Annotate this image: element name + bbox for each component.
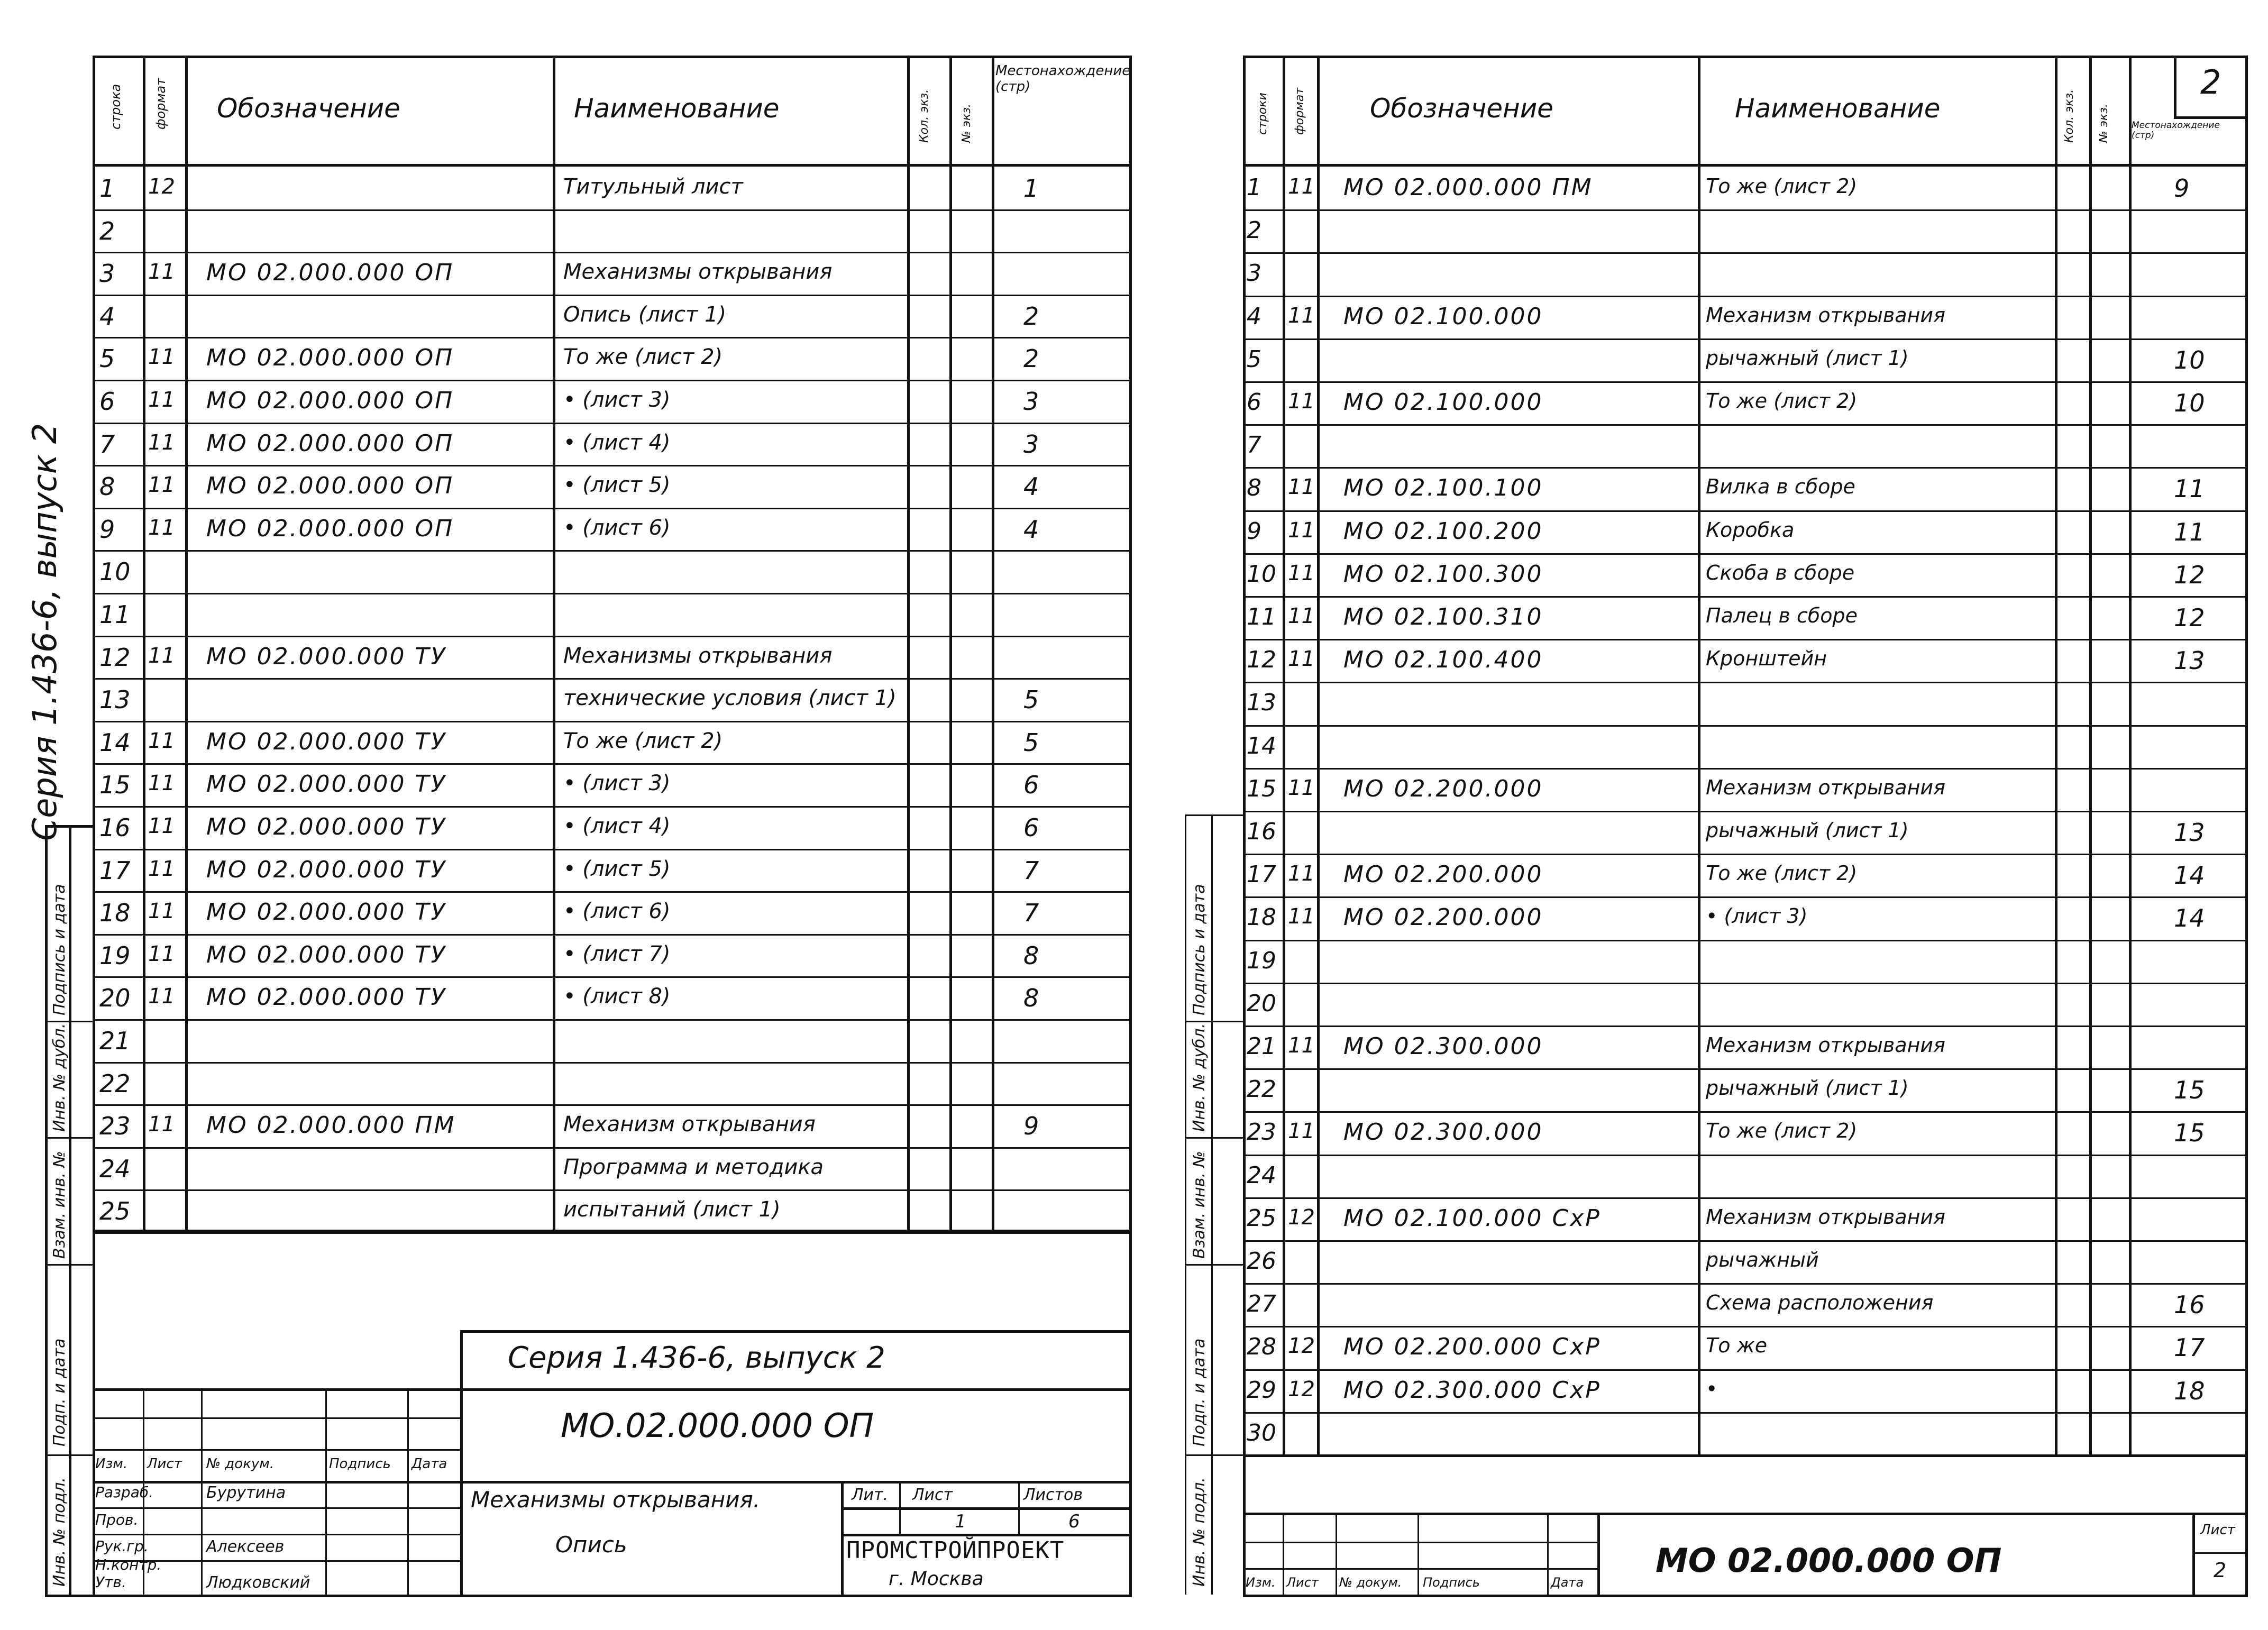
- row-format: 11: [148, 516, 175, 540]
- row-name: Коробка: [1706, 518, 1795, 542]
- sheet-number: 2: [2200, 63, 2221, 102]
- row-number: 7: [1247, 432, 1261, 459]
- row-format: 11: [1288, 175, 1315, 199]
- header-location: Местонахождение (стр): [2132, 120, 2220, 141]
- row-name: Программа и методика: [563, 1155, 824, 1179]
- row-number: 24: [99, 1155, 131, 1183]
- row-number: 13: [99, 685, 131, 714]
- row-designation: МО 02.000.000 ТУ: [206, 813, 447, 840]
- tb-sheet-label: Лист: [912, 1486, 953, 1504]
- row-page: 1: [1023, 174, 1039, 203]
- row-format: 11: [148, 899, 175, 923]
- row-name: рычажный (лист 1): [1706, 1076, 1909, 1100]
- row-name: То же (лист 2): [1706, 1119, 1858, 1142]
- row-name: Кронштейн: [1706, 647, 1827, 670]
- row-designation: МО 02.000.000 ОП: [206, 430, 454, 457]
- row-name: рычажный (лист 1): [1706, 346, 1909, 370]
- header-designation: Обозначение: [1370, 93, 1553, 124]
- tb-person: Бурутина: [206, 1484, 286, 1502]
- tb-city: г. Москва: [889, 1568, 984, 1590]
- row-designation: МО 02.000.000 ОП: [206, 515, 454, 542]
- row-designation: МО 02.100.300: [1343, 561, 1543, 588]
- row-number: 22: [99, 1069, 131, 1098]
- row-page: 14: [2174, 861, 2205, 890]
- row-page: 14: [2174, 904, 2205, 932]
- row-format: 11: [1288, 561, 1315, 585]
- row-number: 16: [99, 813, 131, 842]
- row-name: То же (лист 2): [1706, 175, 1858, 198]
- tb-person: Людковский: [206, 1573, 310, 1592]
- tb-sheets-label: Листов: [1023, 1486, 1083, 1504]
- row-page: 7: [1023, 899, 1039, 927]
- row-number: 23: [1247, 1119, 1276, 1146]
- row-format: 11: [1288, 475, 1315, 499]
- rtb-col-doc: № докум.: [1339, 1575, 1402, 1590]
- row-page: 12: [2174, 561, 2205, 589]
- row-number: 4: [1247, 303, 1261, 330]
- row-designation: МО 02.100.200: [1343, 518, 1543, 545]
- rtb-sheet-label: Лист: [2200, 1522, 2235, 1538]
- row-format: 11: [1288, 304, 1315, 328]
- r-stamp-vzam-inv: Взам. инв. №: [1190, 1151, 1209, 1259]
- row-designation: МО 02.100.400: [1343, 646, 1543, 673]
- row-number: 12: [1247, 646, 1276, 673]
- row-name: То же (лист 2): [563, 345, 723, 369]
- tb-doc-title-1: Механизмы открывания.: [471, 1487, 761, 1513]
- row-name: • (лист 6): [563, 516, 671, 540]
- row-format: 12: [1288, 1205, 1315, 1230]
- row-name: Скоба в сборе: [1706, 561, 1855, 584]
- rtb-col-list: Лист: [1286, 1575, 1319, 1590]
- row-name: • (лист 5): [563, 473, 671, 497]
- rtb-col-date: Дата: [1551, 1575, 1584, 1590]
- row-name: • (лист 3): [563, 388, 671, 412]
- row-number: 19: [1247, 947, 1276, 974]
- stamp-podpis-data: Подпись и дата: [50, 884, 69, 1015]
- row-number: 27: [1247, 1290, 1276, 1317]
- row-name: • (лист 4): [563, 814, 671, 838]
- row-name: Вилка в сборе: [1706, 475, 1855, 498]
- row-format: 11: [148, 771, 175, 795]
- tb-org: ПРОМСТРОЙПРОЕКТ: [846, 1537, 1065, 1564]
- row-number: 11: [1247, 603, 1276, 630]
- row-format: 11: [148, 857, 175, 881]
- row-designation: МО 02.000.000 ПМ: [1343, 174, 1593, 201]
- row-page: 2: [1023, 344, 1039, 373]
- row-page: 13: [2174, 818, 2205, 847]
- row-number: 3: [99, 259, 115, 288]
- row-name: • (лист 4): [563, 431, 671, 455]
- row-number: 2: [1247, 217, 1261, 244]
- row-format: 11: [148, 345, 175, 369]
- row-number: 20: [99, 984, 131, 1012]
- row-format: 11: [148, 388, 175, 412]
- row-number: 26: [1247, 1248, 1276, 1275]
- row-number: 18: [99, 899, 131, 927]
- row-page: 11: [2174, 474, 2205, 503]
- tb-sheet-value: 1: [955, 1511, 966, 1532]
- row-number: 21: [99, 1027, 131, 1055]
- row-designation: МО 02.100.100: [1343, 474, 1543, 501]
- row-name: То же (лист 2): [563, 729, 723, 753]
- tb-person: Алексеев: [206, 1537, 285, 1556]
- row-number: 6: [99, 387, 115, 416]
- tb-series: Серия 1.436-6, выпуск 2: [508, 1341, 885, 1375]
- header-row: строка: [108, 84, 123, 130]
- header-copy: № экз.: [2097, 104, 2110, 143]
- row-name: • (лист 3): [563, 771, 671, 795]
- row-designation: МО 02.000.000 ОП: [206, 472, 454, 499]
- row-number: 15: [99, 771, 131, 799]
- row-page: 6: [1023, 771, 1039, 799]
- row-number: 10: [1247, 561, 1276, 588]
- row-number: 9: [99, 515, 115, 544]
- rtb-col-sign: Подпись: [1423, 1575, 1480, 1590]
- row-page: 13: [2174, 646, 2205, 675]
- row-designation: МО 02.100.000: [1343, 389, 1543, 416]
- row-format: 11: [1288, 776, 1315, 800]
- row-name: • (лист 5): [563, 857, 671, 881]
- series-vertical-label: Серия 1.436-6, выпуск 2: [25, 423, 64, 841]
- row-format: 11: [148, 260, 175, 284]
- row-page: 17: [2174, 1333, 2205, 1362]
- row-number: 18: [1247, 904, 1276, 931]
- row-name: • (лист 3): [1706, 904, 1808, 928]
- row-format: 11: [148, 942, 175, 966]
- stamp-podp-data: Подп. и дата: [50, 1338, 69, 1446]
- row-designation: МО 02.300.000: [1343, 1033, 1543, 1060]
- row-number: 8: [99, 472, 115, 501]
- tb-col-date: Дата: [411, 1456, 447, 1472]
- row-name: • (лист 8): [563, 984, 671, 1009]
- row-name: Механизмы открывания: [563, 260, 833, 284]
- tb-doc-title-2: Опись: [555, 1532, 627, 1558]
- row-name: рычажный (лист 1): [1706, 819, 1909, 842]
- tb-sheets-value: 6: [1068, 1511, 1080, 1532]
- header-row: строки: [1256, 93, 1269, 135]
- row-number: 11: [99, 600, 131, 629]
- row-page: 3: [1023, 387, 1039, 416]
- row-page: 9: [1023, 1112, 1039, 1140]
- row-format: 11: [148, 473, 175, 497]
- row-name: Механизм открывания: [1706, 1205, 1945, 1229]
- row-designation: МО 02.200.000 СхР: [1343, 1333, 1601, 1360]
- row-number: 19: [99, 941, 131, 970]
- row-format: 11: [148, 1112, 175, 1137]
- header-qty: Кол. экз.: [2063, 89, 2076, 143]
- row-designation: МО 02.000.000 ТУ: [206, 771, 447, 798]
- row-number: 7: [99, 430, 115, 459]
- row-format: 11: [1288, 904, 1315, 929]
- row-format: 11: [148, 984, 175, 1009]
- tb-col-izm: Изм.: [95, 1456, 128, 1472]
- tb-document-code: МО.02.000.000 ОП: [561, 1406, 874, 1445]
- row-page: 5: [1023, 728, 1039, 757]
- row-number: 8: [1247, 474, 1261, 501]
- row-designation: МО 02.000.000 ТУ: [206, 856, 447, 883]
- row-page: 7: [1023, 856, 1039, 885]
- row-page: 15: [2174, 1119, 2205, 1147]
- row-name: Опись (лист 1): [563, 303, 727, 327]
- row-name: Механизм открывания: [1706, 776, 1945, 799]
- row-page: 16: [2174, 1290, 2205, 1319]
- row-format: 12: [1288, 1334, 1315, 1358]
- tb-lit-label: Лит.: [852, 1486, 889, 1504]
- row-number: 9: [1247, 518, 1261, 545]
- row-format: 11: [1288, 1033, 1315, 1058]
- row-number: 1: [1247, 174, 1261, 201]
- row-designation: МО 02.000.000 ТУ: [206, 899, 447, 926]
- row-format: 11: [148, 644, 175, 668]
- row-name: То же (лист 2): [1706, 389, 1858, 413]
- row-name: Палец в сборе: [1706, 604, 1858, 627]
- row-name: рычажный: [1706, 1248, 1819, 1271]
- row-designation: МО 02.200.000: [1343, 861, 1543, 888]
- row-number: 16: [1247, 818, 1276, 845]
- row-name: Механизм открывания: [563, 1112, 816, 1137]
- row-name: испытаний (лист 1): [563, 1197, 781, 1222]
- row-format: 11: [1288, 604, 1315, 628]
- rtb-col-izm: Изм.: [1246, 1575, 1276, 1590]
- row-page: 8: [1023, 941, 1039, 970]
- row-format: 11: [148, 729, 175, 753]
- row-number: 20: [1247, 990, 1276, 1017]
- tb-col-list: Лист: [147, 1456, 182, 1472]
- header-copy: № экз.: [960, 104, 973, 143]
- header-location: Местонахождение (стр): [995, 63, 1131, 95]
- row-page: 5: [1023, 685, 1039, 714]
- row-number: 1: [99, 174, 115, 203]
- header-name: Наименование: [574, 93, 780, 124]
- header-designation: Обозначение: [217, 93, 400, 124]
- row-number: 3: [1247, 260, 1261, 287]
- row-number: 14: [99, 728, 131, 757]
- row-number: 6: [1247, 389, 1261, 416]
- row-number: 17: [1247, 861, 1276, 888]
- row-name: То же (лист 2): [1706, 862, 1858, 885]
- row-format: 11: [148, 814, 175, 838]
- row-format: 11: [1288, 647, 1315, 671]
- stamp-inv-podl: Инв. № подл.: [50, 1477, 69, 1587]
- r-stamp-podp-data: Подп. и дата: [1190, 1338, 1209, 1446]
- row-page: 12: [2174, 603, 2205, 632]
- row-name: • (лист 7): [563, 942, 671, 966]
- row-format: 11: [148, 431, 175, 455]
- row-page: 10: [2174, 389, 2205, 417]
- row-designation: МО 02.000.000 ТУ: [206, 643, 447, 670]
- row-number: 15: [1247, 775, 1276, 802]
- tb-role: Пров.: [95, 1511, 139, 1528]
- tb-col-sign: Подпись: [329, 1456, 391, 1472]
- row-format: 11: [1288, 518, 1315, 543]
- row-designation: МО 02.000.000 ТУ: [206, 941, 447, 968]
- tb-role: Утв.: [95, 1573, 126, 1591]
- tb-role: Рук.гр.: [95, 1537, 149, 1555]
- row-number: 5: [99, 344, 115, 373]
- row-page: 4: [1023, 515, 1039, 544]
- r-stamp-podpis-data: Подпись и дата: [1190, 884, 1209, 1015]
- r-stamp-inv-dubl: Инв. № дубл.: [1190, 1023, 1209, 1132]
- row-number: 14: [1247, 732, 1276, 759]
- row-designation: МО 02.200.000: [1343, 775, 1543, 802]
- row-number: 22: [1247, 1076, 1276, 1103]
- row-name: Титульный лист: [563, 175, 743, 199]
- row-number: 12: [99, 643, 131, 672]
- rtb-document-code: МО 02.000.000 ОП: [1656, 1541, 2002, 1580]
- row-format: 11: [1288, 1119, 1315, 1143]
- row-name: Схема расположения: [1706, 1291, 1934, 1314]
- row-name: Механизмы открывания: [563, 644, 833, 668]
- stamp-vzam-inv: Взам. инв. №: [50, 1151, 69, 1259]
- row-number: 4: [99, 302, 115, 331]
- stamp-inv-dubl: Инв. № дубл.: [50, 1023, 69, 1132]
- row-designation: МО 02.000.000 ОП: [206, 344, 454, 371]
- row-page: 3: [1023, 430, 1039, 459]
- row-number: 13: [1247, 689, 1276, 716]
- row-name: •: [1706, 1377, 1718, 1400]
- row-name: Механизм открывания: [1706, 304, 1945, 327]
- row-designation: МО 02.100.000 СхР: [1343, 1205, 1601, 1232]
- row-page: 2: [1023, 302, 1039, 331]
- row-designation: МО 02.000.000 ОП: [206, 387, 454, 414]
- r-stamp-inv-podl: Инв. № подл.: [1190, 1477, 1209, 1587]
- row-designation: МО 02.000.000 ТУ: [206, 984, 447, 1011]
- header-format: формат: [1293, 87, 1306, 135]
- row-designation: МО 02.300.000 СхР: [1343, 1377, 1601, 1404]
- row-page: 11: [2174, 518, 2205, 546]
- row-format: 11: [1288, 862, 1315, 886]
- row-page: 8: [1023, 984, 1039, 1012]
- row-number: 30: [1247, 1420, 1276, 1446]
- row-name: технические условия (лист 1): [563, 686, 897, 710]
- header-qty: Кол. экз.: [918, 89, 931, 143]
- row-designation: МО 02.100.310: [1343, 603, 1543, 630]
- row-number: 24: [1247, 1162, 1276, 1189]
- tb-role: Разраб.: [95, 1484, 154, 1501]
- row-designation: МО 02.000.000 ОП: [206, 259, 454, 286]
- row-designation: МО 02.000.000 ПМ: [206, 1112, 456, 1139]
- row-number: 29: [1247, 1377, 1276, 1404]
- row-format: 12: [148, 175, 175, 199]
- header-format: формат: [153, 78, 168, 130]
- row-page: 15: [2174, 1076, 2205, 1104]
- rtb-sheet-value: 2: [2214, 1559, 2227, 1582]
- row-number: 23: [99, 1112, 131, 1140]
- row-number: 2: [99, 217, 115, 245]
- row-name: Механизм открывания: [1706, 1033, 1945, 1057]
- row-name: • (лист 6): [563, 899, 671, 923]
- row-number: 5: [1247, 346, 1261, 373]
- row-designation: МО 02.000.000 ТУ: [206, 728, 447, 755]
- row-page: 6: [1023, 813, 1039, 842]
- row-number: 10: [99, 557, 131, 586]
- row-designation: МО 02.300.000: [1343, 1119, 1543, 1146]
- row-designation: МО 02.100.000: [1343, 303, 1543, 330]
- tb-col-doc: № докум.: [206, 1456, 275, 1472]
- row-page: 18: [2174, 1377, 2205, 1405]
- row-designation: МО 02.200.000: [1343, 904, 1543, 931]
- row-name: То же: [1706, 1334, 1768, 1357]
- row-number: 28: [1247, 1333, 1276, 1360]
- row-number: 21: [1247, 1033, 1276, 1060]
- row-number: 17: [99, 856, 131, 885]
- tb-role: Н.контр.: [95, 1556, 162, 1573]
- row-page: 10: [2174, 346, 2205, 374]
- row-number: 25: [99, 1197, 131, 1225]
- row-format: 11: [1288, 389, 1315, 414]
- row-page: 4: [1023, 472, 1039, 501]
- header-name: Наименование: [1735, 93, 1941, 124]
- row-number: 25: [1247, 1205, 1276, 1232]
- row-page: 9: [2174, 174, 2190, 203]
- row-format: 12: [1288, 1377, 1315, 1402]
